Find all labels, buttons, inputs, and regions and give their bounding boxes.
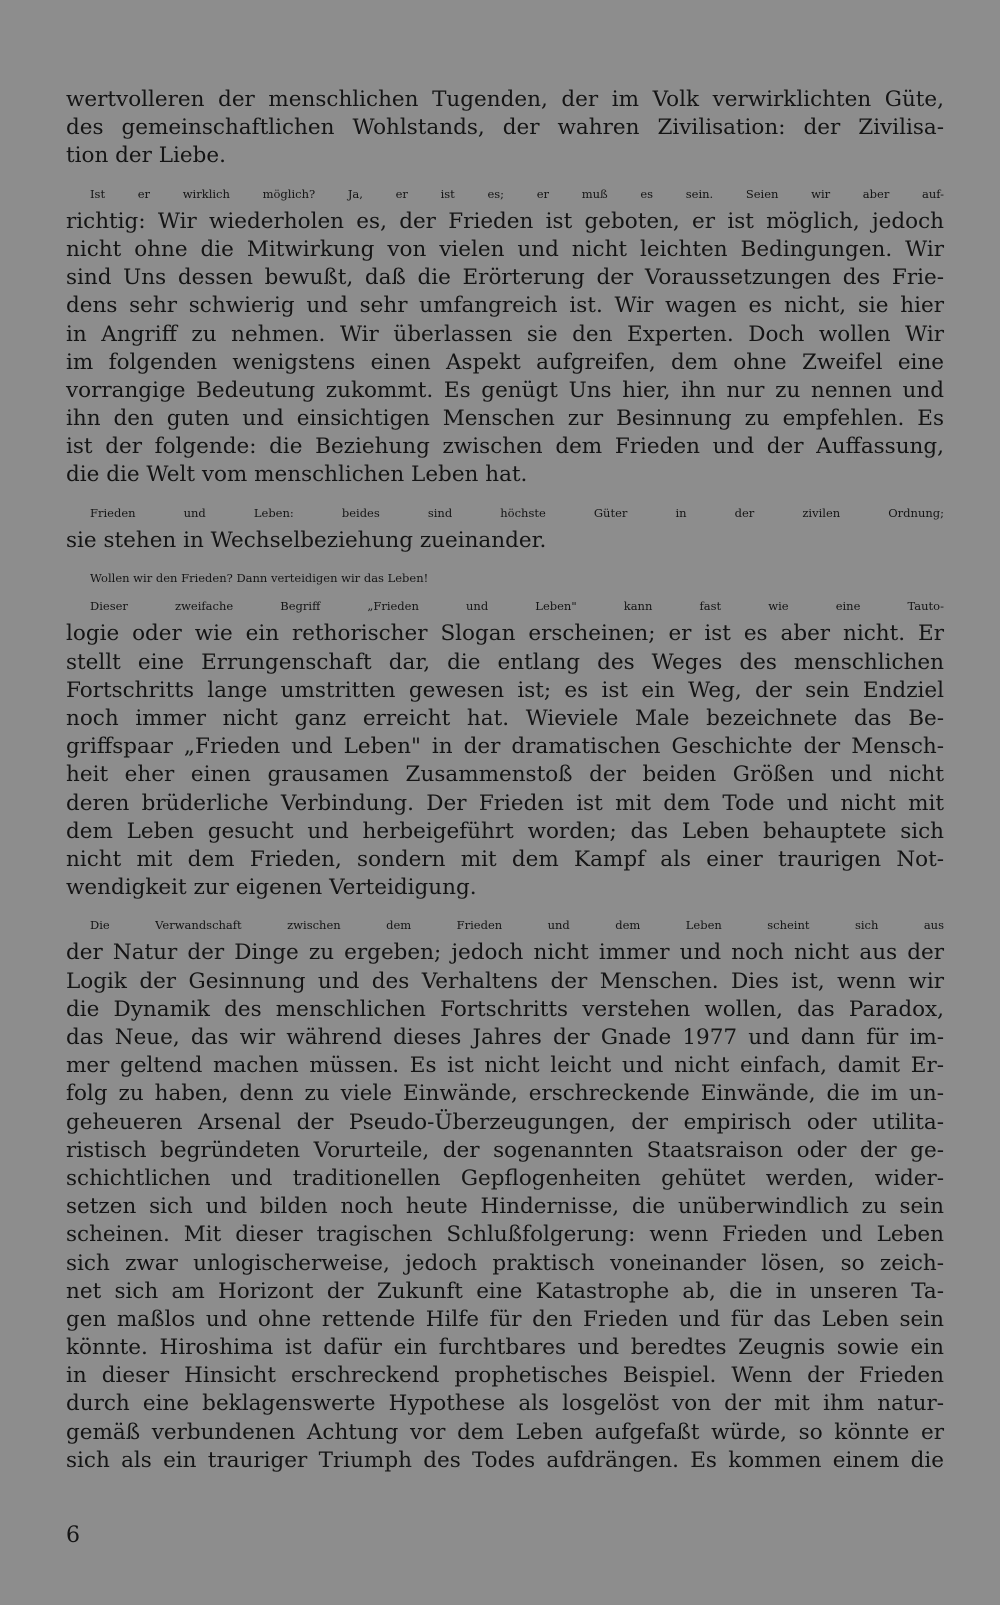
text-line: ihn den guten und einsichtigen Menschen zur Besinnung zu empfehlen. Es (66, 406, 944, 432)
text-line: sind Uns dessen bewußt, daß die Erörterung der Voraussetzungen des Frie- (66, 265, 944, 291)
text-line: deren brüderliche Verbindung. Der Frieden ist mit dem Tode und nicht mit (66, 790, 944, 816)
paragraph (66, 911, 944, 1475)
text-line: sie stehen in Wechselbeziehung zueinander. (66, 527, 547, 553)
text-line: Ist er wirklich möglich? Ja, er ist es; er muß es sein. Seien wir aber auf- (90, 186, 944, 201)
text-line: in Angriff zu nehmen. Wir überlassen sie den Experten. Doch wollen Wir (66, 321, 944, 347)
text-line: noch immer nicht ganz erreicht hat. Wieviele Male bezeichnete das Be- (66, 705, 944, 731)
text-line: richtig: Wir wiederholen es, der Frieden ist geboten, er ist möglich, jedoch (66, 208, 944, 234)
text-line: scheinen. Mit dieser tragischen Schlußfolgerung: wenn Frieden und Leben (66, 1222, 944, 1248)
text-line: Dieser zweifache Begriff „Frieden und Leben" kann fast wie eine Tauto- (90, 599, 944, 614)
text-line: Frieden und Leben: beides sind höchste Güter in der zivilen Ordnung; (90, 505, 944, 520)
text-line: Die Verwandschaft zwischen dem Frieden und dem Leben scheint sich aus (90, 918, 944, 933)
text-line: die Dynamik des menschlichen Fortschritts verstehen wollen, das Paradox, (66, 996, 944, 1022)
text-line: das Neue, das wir während dieses Jahres der Gnade 1977 und dann für im- (66, 1025, 944, 1050)
text-line: griffspaar „Frieden und Leben" in der dramatischen Geschichte der Mensch- (66, 734, 944, 760)
text-line: schichtlichen und traditionellen Gepflogenheiten gehütet werden, wider- (66, 1165, 944, 1191)
paragraph (66, 564, 944, 592)
text-line: ristisch begründeten Vorurteile, der sogenannten Staatsraison oder der ge- (66, 1137, 944, 1163)
text-line: wendigkeit zur eigenen Verteidigung. (66, 875, 477, 901)
text-line: könnte. Hiroshima ist dafür ein furchtbares und beredtes Zeugnis sowie ein (66, 1335, 944, 1361)
paragraph (66, 180, 944, 490)
text-line: dem Leben gesucht und herbeigeführt worden; das Leben behauptete sich (66, 818, 944, 844)
body-text (66, 86, 944, 1475)
text-line: logie oder wie ein rethorischer Slogan erscheinen; er ist es aber nicht. Er (66, 621, 944, 647)
text-line: gemäß verbundenen Achtung vor dem Leben aufgefaßt würde, so könnte er (66, 1419, 944, 1445)
text-line: durch eine beklagenswerte Hypothese als losgelöst von der mit ihm natur- (66, 1391, 944, 1417)
text-line: wertvolleren der menschlichen Tugenden, der im Volk verwirklichten Güte, (66, 87, 944, 112)
paragraph (66, 499, 944, 555)
text-line: die die Welt vom menschlichen Leben hat. (66, 462, 528, 488)
text-line: im folgenden wenigstens einen Aspekt aufgreifen, dem ohne Zweifel eine (66, 349, 944, 375)
text-line: ist der folgende: die Beziehung zwischen dem Frieden und der Auffassung, (66, 434, 944, 460)
page-number: 6 (66, 1523, 80, 1548)
text-line: heit eher einen grausamen Zusammenstoß der beiden Größen und nicht (66, 762, 944, 788)
text-line: mer geltend machen müssen. Es ist nicht leicht und nicht einfach, damit Er- (66, 1053, 944, 1079)
text-line: sich zwar unlogischerweise, jedoch praktisch voneinander lösen, so zeich- (66, 1250, 944, 1276)
text-line: dens sehr schwierig und sehr umfangreich ist. Wir wagen es nicht, sie hier (66, 293, 944, 319)
text-line: des gemeinschaftlichen Wohlstands, der wahren Zivilisation: der Zivilisa- (66, 115, 944, 141)
text-line: vorrangige Bedeutung zukommt. Es genügt Uns hier, ihn nur zu nennen und (66, 377, 944, 403)
text-line: gen maßlos und ohne rettende Hilfe für den Frieden und für das Leben sein (66, 1306, 944, 1332)
text-line: Logik der Gesinnung und des Verhaltens der Menschen. Dies ist, wenn wir (66, 968, 944, 994)
text-line: geheueren Arsenal der Pseudo-Überzeugungen, der empirisch oder utilita- (66, 1109, 944, 1135)
text-line: folg zu haben, denn zu viele Einwände, erschreckende Einwände, die im un- (66, 1081, 944, 1107)
text-line: in dieser Hinsicht erschreckend prophetisches Beispiel. Wenn der Frieden (66, 1363, 944, 1389)
text-line: stellt eine Errungenschaft dar, die entlang des Weges des menschlichen (66, 649, 944, 675)
text-line: tion der Liebe. (66, 143, 226, 169)
text-line: setzen sich und bilden noch heute Hindernisse, die unüberwindlich zu sein (66, 1194, 944, 1220)
paragraph (66, 592, 944, 902)
text-line: Wollen wir den Frieden? Dann verteidigen wir das Leben! (90, 571, 429, 585)
text-line: net sich am Horizont der Zukunft eine Katastrophe ab, die in unseren Ta- (66, 1278, 944, 1304)
text-line: nicht mit dem Frieden, sondern mit dem Kampf als einer traurigen Not- (66, 846, 944, 872)
paragraph (66, 86, 944, 171)
text-line: sich als ein trauriger Triumph des Todes aufdrängen. Es kommen einem die (66, 1447, 944, 1473)
text-line: Fortschritts lange umstritten gewesen ist; es ist ein Weg, der sein Endziel (66, 677, 944, 703)
text-line: der Natur der Dinge zu ergeben; jedoch nicht immer und noch nicht aus der (66, 940, 944, 966)
text-line: nicht ohne die Mitwirkung von vielen und nicht leichten Bedingungen. Wir (66, 236, 944, 262)
